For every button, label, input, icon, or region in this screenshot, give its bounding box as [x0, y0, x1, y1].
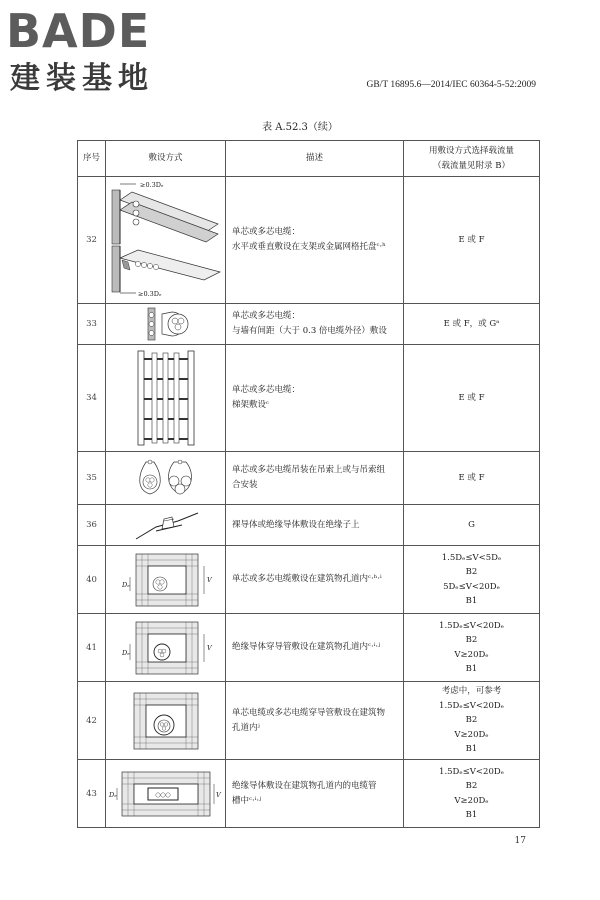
page-number: 17 [514, 836, 526, 846]
method-diagram-void-conduit-cable [106, 682, 226, 760]
capacity-line: 1.5Dₑ≤V<20Dₑ [439, 620, 504, 631]
desc-line: 绝缘导体穿导管敷设在建筑物孔道内ᶜ·ⁱ·ʲ [232, 642, 381, 652]
desc-line: 裸导体或绝缘导体敷设在绝缘子上 [232, 519, 360, 530]
desc-line: 单芯电缆或多芯电缆穿导管敷设在建筑物 [232, 707, 386, 718]
row-capacity [404, 452, 540, 505]
installation-methods-table [77, 140, 540, 828]
row-description [226, 452, 404, 505]
void-cable-illustration [108, 548, 224, 612]
capacity-line: B1 [465, 744, 478, 755]
table-row [78, 760, 540, 828]
col-header-capacity-line2: （载流量见附录 B） [433, 160, 510, 171]
col-header-desc: 描述 [226, 141, 404, 177]
row-capacity [404, 614, 540, 682]
capacity-line: B2 [465, 635, 478, 645]
logo-subtitle: 建装基地 [10, 61, 154, 96]
row-number: 36 [78, 505, 106, 546]
row-number: 35 [78, 452, 106, 505]
row-number: 42 [78, 682, 106, 760]
capacity-line: V≥20Dₑ [454, 649, 489, 660]
row-number: 33 [78, 304, 106, 345]
row-description [226, 682, 404, 760]
row-description [226, 614, 404, 682]
row-description [226, 345, 404, 452]
capacity-line: 5Dₑ≤V<20Dₑ [443, 581, 500, 592]
capacity-line: V≥20Dₑ [454, 729, 489, 740]
void-trunking-illustration [108, 764, 224, 824]
capacity-line: E 或 F [458, 234, 485, 245]
row-capacity [404, 345, 540, 452]
method-diagram-insulator [106, 505, 226, 546]
table-title: 表 A.52.3（续） [262, 122, 338, 133]
capacity-line: 1.5Dₑ≤V<20Dₑ [439, 766, 504, 777]
method-diagram-ladder [106, 345, 226, 452]
row-capacity [404, 177, 540, 304]
dim-v-label: V [206, 575, 212, 584]
table-row [78, 452, 540, 505]
dim-de-label: Dₑ [121, 580, 130, 589]
dim-v-label: V [206, 643, 212, 652]
capacity-line: B1 [465, 810, 478, 820]
capacity-line: 1.5Dₑ≤V<20Dₑ [439, 700, 504, 711]
col-header-capacity [404, 141, 540, 177]
method-diagram-bracket-tray [106, 177, 226, 304]
method-diagram-void-conduit [106, 614, 226, 682]
row-description [226, 304, 404, 345]
capacity-line: E 或 F，或 Gᵃ [443, 318, 500, 329]
row-number: 32 [78, 177, 106, 304]
row-description [226, 177, 404, 304]
table-row [78, 546, 540, 614]
table-row [78, 682, 540, 760]
desc-line: 单芯或多芯电缆敷设在建筑物孔道内ᶜ·ʰ·ⁱ [232, 574, 382, 584]
col-header-capacity-line1: 用敷设方式选择载流量 [428, 145, 514, 156]
dim-de-label: Dₑ [108, 790, 117, 799]
table-row [78, 304, 540, 345]
desc-line: 梯架敷设ᶜ [232, 400, 269, 410]
desc-line: 孔道内ʲ [232, 722, 260, 733]
ladder-illustration [108, 347, 224, 449]
desc-line: 单芯或多芯电缆： [232, 385, 301, 395]
capacity-line: B1 [465, 664, 478, 674]
catenary-illustration [108, 454, 224, 502]
table-row [78, 345, 540, 452]
desc-line: 单芯或多芯电缆： [232, 227, 301, 237]
row-capacity [404, 304, 540, 345]
desc-line: 单芯或多芯电缆： [232, 311, 301, 321]
capacity-line: G [468, 519, 475, 530]
row-number: 34 [78, 345, 106, 452]
table-row [78, 177, 540, 304]
bracket-tray-illustration [108, 180, 224, 300]
capacity-line: B2 [465, 715, 478, 726]
col-header-method: 敷设方式 [106, 141, 226, 177]
row-number: 40 [78, 546, 106, 614]
capacity-line: B1 [465, 596, 478, 606]
method-diagram-catenary [106, 452, 226, 505]
desc-line: 绝缘导体敷设在建筑物孔道内的电缆管 [232, 780, 377, 791]
row-description [226, 546, 404, 614]
dim-de-label: Dₑ [121, 648, 130, 657]
capacity-line: V≥20Dₑ [454, 795, 489, 806]
wall-spaced-illustration [108, 306, 224, 342]
dim-top-label: ≥0.3Dₑ [139, 181, 164, 189]
desc-line: 槽中ᶜ·ⁱ·ʲ [232, 795, 262, 806]
void-conduit-cable-illustration [108, 685, 224, 757]
desc-line: 合安装 [232, 480, 258, 490]
desc-line: 水平或垂直敷设在支架或金属网格托盘ᶜ·ʰ [232, 242, 386, 252]
capacity-line: E 或 F [458, 392, 485, 403]
table-header-row [78, 141, 540, 177]
col-header-no: 序号 [78, 141, 106, 177]
capacity-line: 1.5Dₑ≤V<5Dₑ [441, 552, 502, 563]
row-number: 41 [78, 614, 106, 682]
row-capacity [404, 546, 540, 614]
row-capacity [404, 760, 540, 828]
method-diagram-wall-spaced [106, 304, 226, 345]
row-description [226, 505, 404, 546]
standard-number: GB/T 16895.6—2014/IEC 60364-5-52:2009 [366, 80, 536, 90]
capacity-line: 考虑中，可参考 [441, 686, 502, 697]
dim-bottom-label: ≥0.3Dₑ [137, 290, 162, 298]
row-capacity [404, 682, 540, 760]
desc-line: 与墙有间距（大于 0.3 倍电缆外径）敷设 [232, 326, 387, 336]
row-number: 43 [78, 760, 106, 828]
method-diagram-void-trunking [106, 760, 226, 828]
logo-wordmark: BADE [6, 4, 151, 58]
row-description [226, 760, 404, 828]
capacity-line: B2 [465, 781, 478, 791]
method-diagram-void-cable [106, 546, 226, 614]
row-capacity [404, 505, 540, 546]
void-conduit-illustration [108, 616, 224, 680]
table-row [78, 505, 540, 546]
insulator-illustration [108, 507, 224, 543]
desc-line: 单芯或多芯电缆吊装在吊索上或与吊索组 [232, 465, 386, 475]
capacity-line: B2 [465, 567, 478, 577]
dim-v-label: V [215, 790, 221, 799]
brand-logo [6, 4, 176, 96]
table-row [78, 614, 540, 682]
capacity-line: E 或 F [458, 472, 485, 483]
